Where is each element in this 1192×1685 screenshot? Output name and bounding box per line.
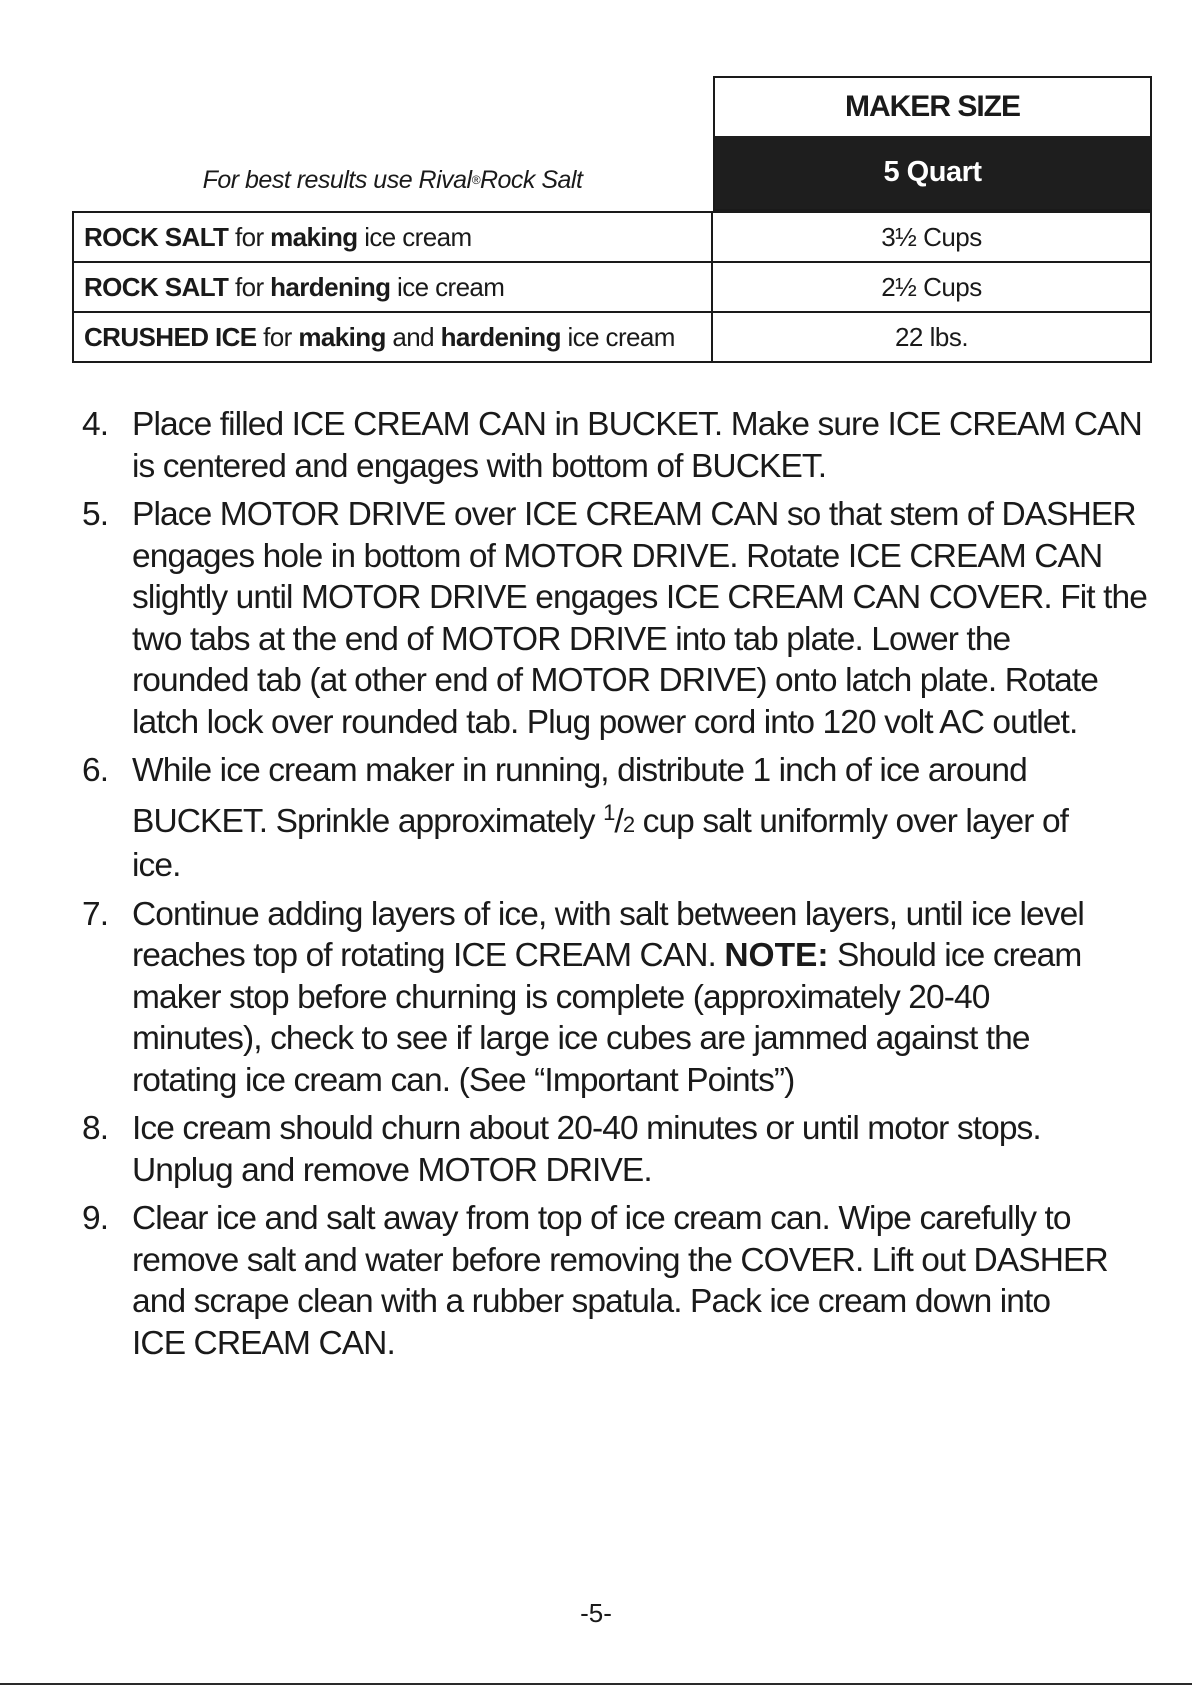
label-text: ice cream — [357, 221, 472, 252]
step-line: is centered and engages with bottom of BUCKET. — [132, 447, 827, 485]
step-line: remove salt and water before removing the COVER. Lift out DASHER — [132, 1241, 1108, 1279]
row-label — [74, 313, 713, 361]
table-row — [74, 211, 1150, 261]
step-text — [132, 750, 1162, 887]
step-line: latch lock over rounded tab. Plug power cord into 120 volt AC outlet. — [132, 703, 1078, 741]
label-bold: hardening — [440, 321, 561, 352]
row-value: 3½ Cups — [881, 221, 982, 252]
step-line: Place filled ICE CREAM CAN in BUCKET. Make sure ICE CREAM CAN — [132, 406, 1142, 443]
step-text — [132, 1108, 1162, 1191]
step-number: 8. — [82, 1110, 109, 1147]
label-bold: making — [298, 321, 386, 352]
step-5 — [82, 494, 1162, 743]
row-value: 22 lbs. — [894, 321, 969, 352]
step-line: slightly until MOTOR DRIVE engages ICE CREAM CAN COVER. Fit the — [132, 579, 1147, 616]
step-line: Ice cream should churn about 20-40 minutes or until motor stops. — [132, 1110, 1041, 1147]
row-label — [74, 213, 713, 261]
step-number: 7. — [82, 895, 109, 933]
step-line: reaches top of rotating ICE CREAM CAN. — [132, 937, 725, 974]
rock-salt-note — [72, 150, 713, 210]
step-8 — [82, 1108, 1162, 1191]
step-line: ice. — [132, 847, 181, 884]
row-value: 2½ Cups — [881, 271, 982, 302]
maker-size-value: 5 Quart — [715, 136, 1150, 209]
label-bold: making — [270, 221, 358, 252]
step-line: engages hole in bottom of MOTOR DRIVE. Rotate ICE CREAM CAN — [132, 537, 1103, 575]
step-line: Place MOTOR DRIVE over ICE CREAM CAN so that stem of DASHER — [132, 496, 1136, 533]
step-text — [132, 894, 1162, 1102]
half-fraction: $^1$/2 — [603, 799, 635, 840]
table-row — [74, 261, 1150, 311]
step-line: rounded tab (at other end of MOTOR DRIVE) onto latch plate. Rotate — [132, 662, 1098, 699]
step-line: two tabs at the end of MOTOR DRIVE into tab plate. Lower the — [132, 620, 1011, 658]
label-text: ice cream — [390, 271, 505, 302]
step-line: Should ice cream — [828, 937, 1082, 974]
registered-mark: ® — [471, 173, 480, 187]
step-line: While ice cream maker in running, distribute 1 inch of ice around — [132, 752, 1027, 789]
table-header-row — [72, 76, 1152, 211]
fraction-denominator: 2 — [622, 811, 635, 837]
label-bold: CRUSHED ICE — [84, 321, 257, 352]
step-6 — [82, 750, 1162, 887]
label-bold: ROCK SALT — [84, 221, 229, 252]
step-line: cup salt uniformly over layer of — [634, 802, 1069, 840]
label-text: and — [385, 321, 441, 352]
note-suffix: Rock Salt — [479, 165, 583, 194]
step-line: minutes), check to see if large ice cubes are jammed against the — [132, 1020, 1030, 1057]
step-number: 5. — [82, 496, 109, 533]
label-text: for — [228, 221, 271, 252]
table-row — [74, 311, 1150, 361]
step-line: and scrape clean with a rubber spatula. Pack ice cream down into — [132, 1283, 1051, 1320]
step-text — [132, 1198, 1162, 1364]
table-body — [72, 211, 1152, 363]
page-number: -5- — [580, 1598, 612, 1628]
note-label: NOTE: — [724, 937, 829, 974]
step-9 — [82, 1198, 1162, 1364]
label-text: ice cream — [560, 321, 675, 352]
step-line: Clear ice and salt away from top of ice cream can. Wipe carefully to — [132, 1200, 1071, 1237]
step-line: Continue adding layers of ice, with salt between layers, until ice level — [132, 895, 1084, 933]
step-line: ICE CREAM CAN. — [132, 1324, 395, 1362]
step-number: 9. — [82, 1200, 109, 1237]
instruction-steps — [82, 404, 1162, 1371]
rock-salt-table — [72, 76, 1152, 363]
step-line: maker stop before churning is complete (approximately 20-40 — [132, 978, 990, 1016]
step-text — [132, 494, 1162, 743]
fraction-numerator: 1 — [603, 799, 615, 825]
label-bold: hardening — [270, 271, 391, 302]
note-prefix: For best results use Rival — [202, 165, 472, 194]
step-line: BUCKET. Sprinkle approximately — [132, 802, 604, 840]
step-text — [132, 404, 1162, 487]
label-text: for — [256, 321, 299, 352]
step-number: 4. — [82, 406, 109, 443]
row-label — [74, 263, 713, 311]
maker-size-title: MAKER SIZE — [844, 90, 1020, 123]
step-number: 6. — [82, 752, 109, 789]
step-line: Unplug and remove MOTOR DRIVE. — [132, 1151, 652, 1189]
step-7 — [82, 894, 1162, 1102]
step-line: rotating ice cream can. (See “Important Points”) — [132, 1061, 795, 1099]
step-4 — [82, 404, 1162, 487]
label-bold: ROCK SALT — [84, 271, 229, 302]
label-text: for — [228, 271, 271, 302]
maker-size-header — [713, 76, 1152, 211]
